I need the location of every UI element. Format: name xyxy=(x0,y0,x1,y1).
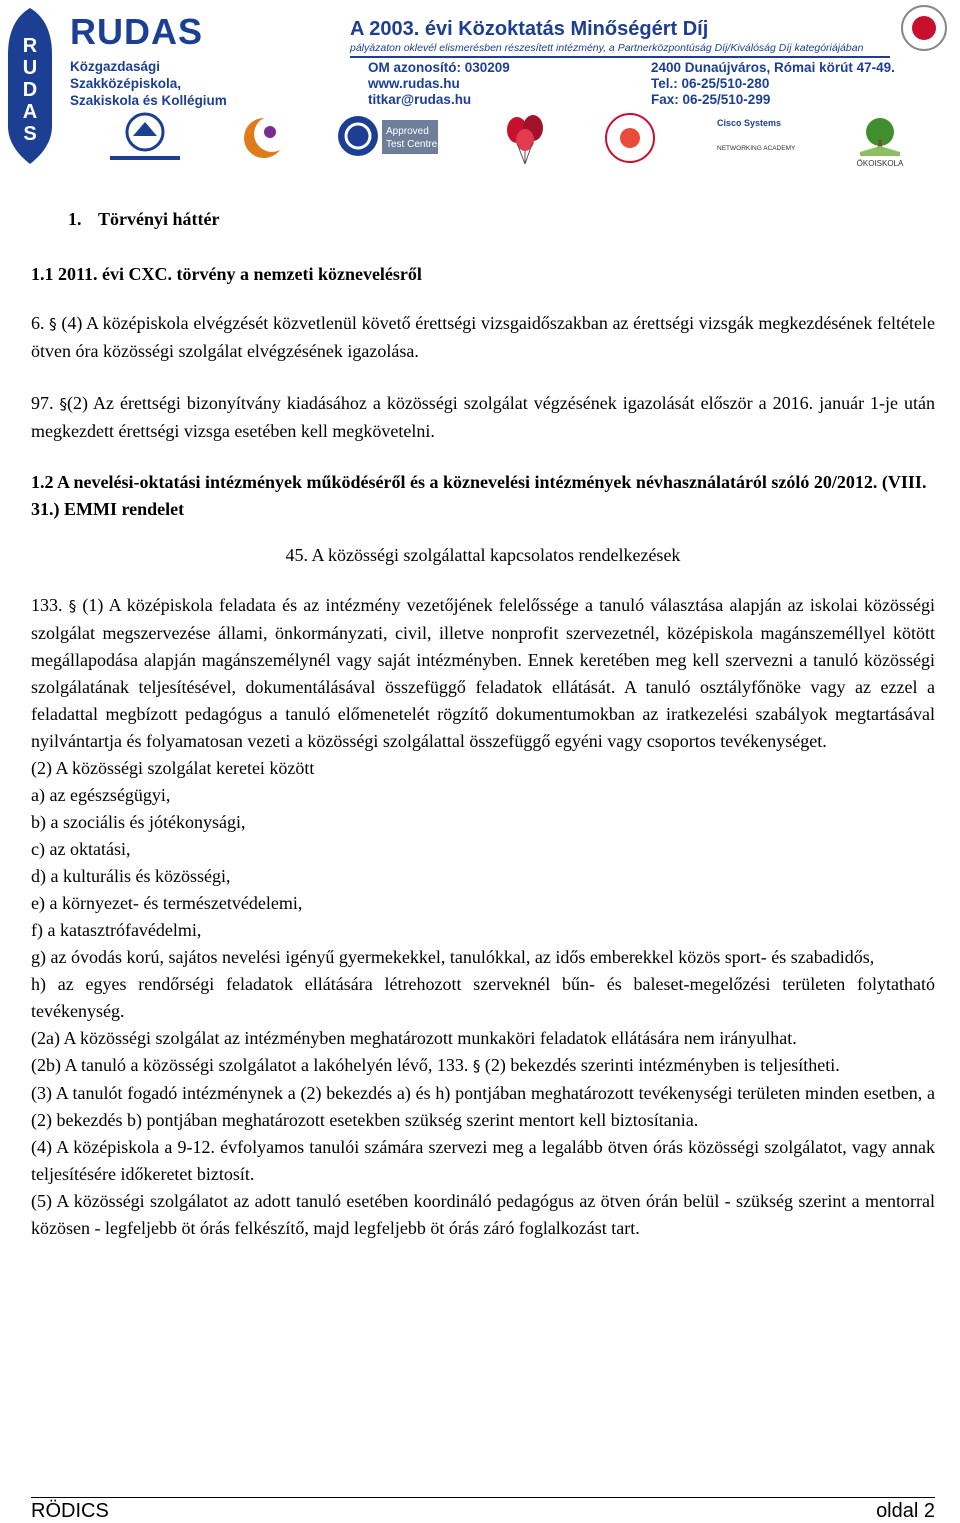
award-text: pályázaton oklevél elismerésben részesített intézmény, a Partnerközpontúság Díj/Kiválóság Díj kategóriájában xyxy=(350,42,864,54)
section-title: Törvényi háttér xyxy=(98,209,220,229)
svg-text:U: U xyxy=(22,57,38,79)
approved-line-1: Approved xyxy=(386,126,429,137)
paragraph-text: (2b) A tanuló a közösségi szolgálatot a lakóhelyén lévő, 133. xyxy=(31,1055,473,1075)
rudas-logo-icon xyxy=(4,6,56,166)
section-heading-1 xyxy=(68,206,935,233)
paragraph-5: (5) A közösségi szolgálatot az adott tanuló esetében koordináló pedagógus az ötven órán belül - szükség szerint a mentorral közösen - legfeljebb öt órás felkészítő, majd legfeljebb öt órás záró foglalkozást tart. xyxy=(31,1191,935,1238)
paragraph-2a: (2a) A közösségi szolgálat az intézményben meghatározott munkaköri feladatok ellátására nem irányulhat. xyxy=(31,1028,797,1048)
phone: Tel.: 06-25/510-280 xyxy=(651,76,770,91)
brand-line-3: Szakiskola és Kollégium xyxy=(70,93,227,108)
approved-line-2: Test Centre xyxy=(386,139,438,150)
brand-name: RUDAS xyxy=(70,11,204,52)
svg-text:D: D xyxy=(22,79,38,101)
quality-seal-icon xyxy=(893,2,955,54)
paragraph-text: (2) Az érettségi bizonyítvány kiadásához a közösségi szolgálat végzésének igazolását először a 2016. január 1-je után megkezdett érettségi vizsga esetében kell megkövetelni. xyxy=(31,393,936,441)
website-link[interactable]: www.rudas.hu xyxy=(368,76,460,91)
footer-divider xyxy=(31,1497,935,1498)
brand-line-2: Szakközépiskola, xyxy=(70,76,182,91)
paragraph-133 xyxy=(31,592,935,755)
section-sign: § xyxy=(472,1057,481,1075)
chapter-title: 45. A közösségi szolgálattal kapcsolatos rendelkezések xyxy=(285,545,681,565)
award-block xyxy=(350,18,863,54)
list-item-h: h) az egyes rendőrségi feladatok ellátására létrehozott szerveknél bűn- és baleset-megelőzési területen folytatható tevékenység. xyxy=(31,974,935,1021)
svg-text:R: R xyxy=(22,35,38,57)
award-title: A 2003. évi Közoktatás Minőségért Díj xyxy=(350,18,709,40)
paragraph-6 xyxy=(31,310,935,365)
list-item-c: c) az oktatási, xyxy=(31,839,131,859)
moon-logo-icon xyxy=(230,110,290,168)
brand-line-1: Közgazdasági xyxy=(70,59,161,74)
fax: Fax: 06-25/510-299 xyxy=(651,92,771,107)
list-item-d: d) a kulturális és közösségi, xyxy=(31,866,231,886)
subsection-heading-1-2: 1.2 A nevelési-oktatási intézmények működéséről és a köznevelési intézmények névhasználatáról szóló 20/2012. (VIII. 31.) EMMI rendelet xyxy=(31,472,927,519)
section-sign: § xyxy=(49,315,57,333)
eco-school-logo-icon xyxy=(840,110,920,168)
eco-school-name: ÖKOISKOLA xyxy=(856,159,904,168)
paragraph-text: (1) A középiskola feladata és az intézmény vezetőjének felelőssége a tanuló választása alapján az iskolai közösségi szolgálat megszervezése állami, önkormányzati, civil, illetve nonprofit szervezetnél, középiskola magánszeméllyel kötött megállapodása alapján magánszemélynél vagy saját intézményben. Ennek keretében meg kell szervezni a tanuló közösségi szolgálatának teljesítésével, dokumentálásával összefüggő feladatok ellátását. A tanuló osztályfőnöke vagy az ezzel a feladattal megbízott pedagógus a tanuló előmenetelét rögzítő dokumentumokban az iratkezelési szabályok megtartásával nyilvántartja és folyamatosan vezeti a közösségi szolgálattal összefüggő egyéni vagy csoportos tevékenységet. xyxy=(31,595,936,751)
svg-text:S: S xyxy=(23,123,37,145)
list-item-e: e) a környezet- és természetvédelemi, xyxy=(31,893,303,913)
paragraph-text: (4) A középiskola elvégzését közvetlenül követő érettségi vizsgaidőszakban az érettségi vizsgák megkezdésének feltétele ötven óra közösségi szolgálat elvégzésének igazolása. xyxy=(31,313,935,361)
balloons-logo-icon xyxy=(495,110,555,168)
contact-online xyxy=(368,60,510,108)
page-number: oldal 2 xyxy=(876,1500,935,1522)
address: 2400 Dunaújváros, Római körút 47-49. xyxy=(651,60,895,75)
paragraph-number: 6. xyxy=(31,313,45,333)
paragraph-2: (2) A közösségi szolgálat keretei között xyxy=(31,758,315,778)
list-item-b: b) a szociális és jótékonysági, xyxy=(31,812,246,832)
section-number: 1. xyxy=(68,209,82,229)
paragraph-3: (3) A tanulót fogadó intézménynek a (2) bekezdés a) és h) pontjában meghatározott tevékenységi területen minden esetben, a (2) bekezdés b) pontjában meghatározott esetekben szükség szerint mentort kell biztosítania. xyxy=(31,1083,935,1130)
section-sign: § xyxy=(59,395,67,413)
paragraph-number: 97. xyxy=(31,393,54,413)
om-id: OM azonosító: 030209 xyxy=(368,60,510,75)
subsection-heading-1-1: 1.1 2011. évi CXC. törvény a nemzeti köznevelésről xyxy=(31,264,422,284)
section-sign: § xyxy=(68,597,77,615)
paragraph-text: (2) bekezdés szerinti intézményben is teljesítheti. xyxy=(480,1055,840,1075)
document-body xyxy=(31,206,935,1242)
header-divider xyxy=(350,56,890,58)
seal-logo-icon xyxy=(600,110,660,168)
paragraph-2b xyxy=(31,1052,935,1080)
quality-award-logo-icon xyxy=(100,110,190,168)
list-item-f: f) a katasztrófavédelmi, xyxy=(31,920,202,940)
list-item-a: a) az egészségügyi, xyxy=(31,785,171,805)
partner-logos xyxy=(100,110,930,168)
cisco-logo-icon xyxy=(715,110,795,168)
list-item-g: g) az óvodás korú, sajátos nevelési igényű gyermekekkel, tanulókkal, az idős emberekkel közös sport- és szabadidős, xyxy=(31,947,875,967)
email-link[interactable]: titkar@rudas.hu xyxy=(368,92,472,107)
svg-text:A: A xyxy=(22,101,38,123)
cisco-academy: NETWORKING ACADEMY xyxy=(717,145,795,152)
letterhead xyxy=(0,0,960,172)
footer-author: RÖDICS xyxy=(31,1500,109,1522)
paragraph-97 xyxy=(31,390,935,445)
approved-test-centre-logo-icon xyxy=(330,110,440,168)
contact-postal xyxy=(651,60,895,108)
cisco-name: Cisco Systems xyxy=(717,118,782,128)
school-brand xyxy=(70,11,227,109)
paragraph-number: 133. xyxy=(31,595,63,615)
paragraph-4: (4) A középiskola a 9-12. évfolyamos tanulói számára szervezi meg a legalább ötven órás közösségi szolgálatot, vagy annak teljesítésére időkeretet biztosít. xyxy=(31,1137,935,1184)
